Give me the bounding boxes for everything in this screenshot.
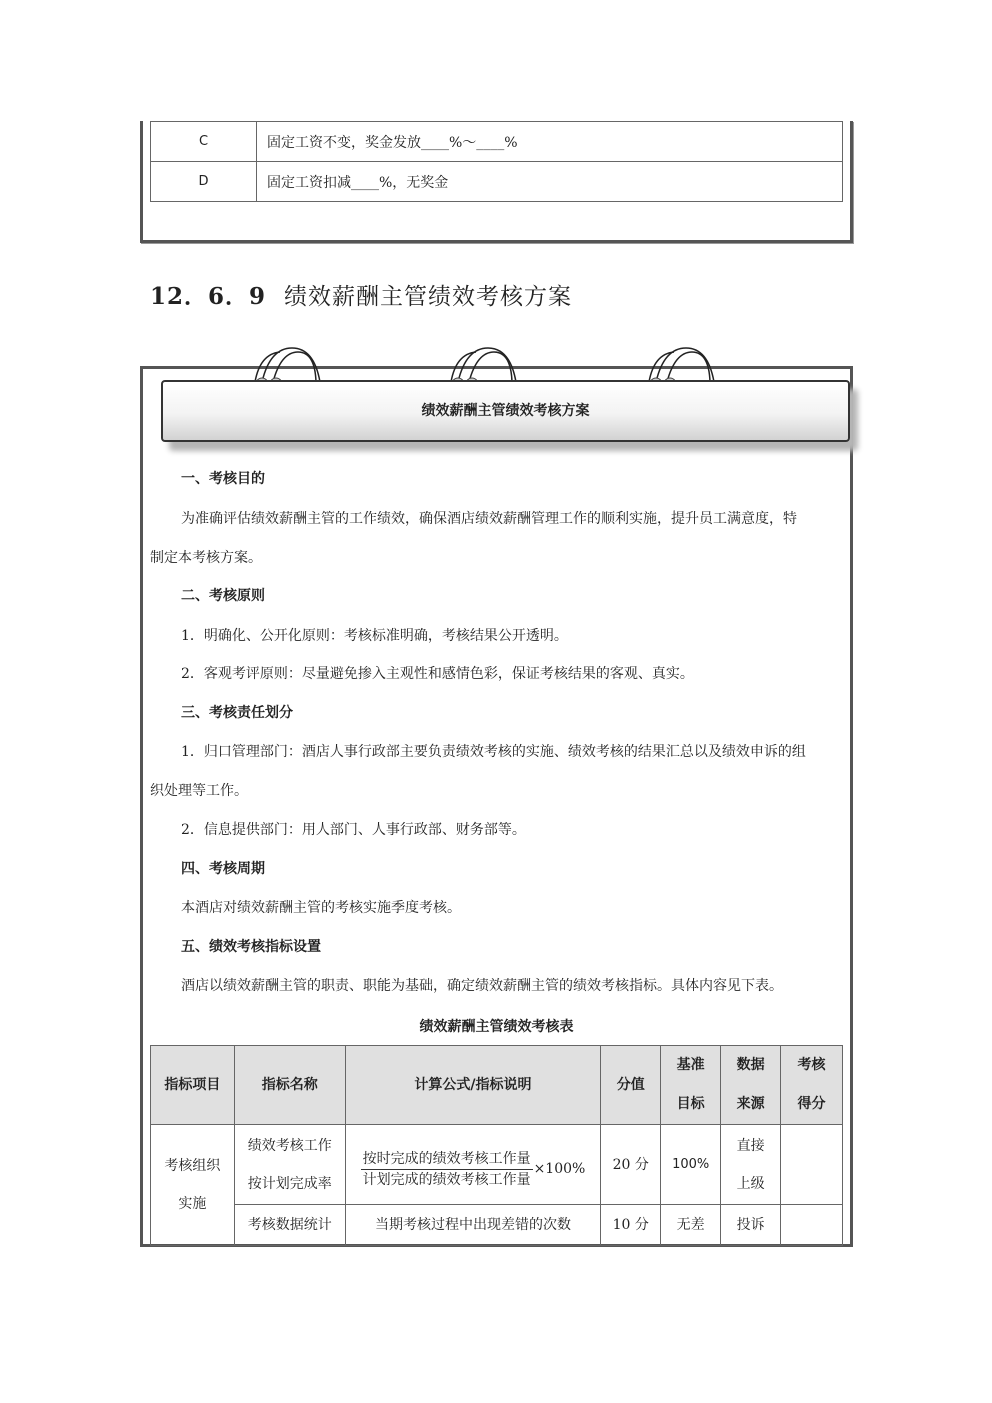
indicator-name: 考核数据统计 [234, 1205, 345, 1246]
indicator-score: 10 分 [601, 1205, 661, 1246]
indicator-source: 直接 上级 [721, 1125, 781, 1205]
indicator-source: 投诉 [721, 1205, 781, 1246]
paragraph: 2．信息提供部门：用人部门、人事行政部、财务部等。 [181, 822, 526, 838]
indicator-formula [345, 1125, 601, 1205]
formula-multiplier: ×100% [533, 1161, 586, 1177]
document-banner-title: 绩效薪酬主管绩效考核方案 [161, 380, 850, 442]
table-title: 绩效薪酬主管绩效考核表 [419, 1019, 574, 1035]
table-row [151, 1125, 843, 1205]
header-target: 基准 目标 [661, 1046, 721, 1125]
header-item: 指标项目 [151, 1046, 235, 1125]
indicator-score: 20 分 [601, 1125, 661, 1205]
section-title: 绩效薪酬主管绩效考核方案 [284, 284, 573, 310]
kpi-table [150, 1045, 843, 1246]
table-row [151, 1205, 843, 1246]
grade-cell: C [151, 122, 257, 162]
formula-denominator: 计划完成的绩效考核工作量 [362, 1171, 531, 1188]
heading-cycle: 四、考核周期 [181, 861, 265, 877]
group-cell: 考核组织 实施 [151, 1125, 235, 1246]
paragraph: 2．客观考评原则：尽量避免掺入主观性和感情色彩，保证考核结果的客观、真实。 [181, 666, 694, 682]
table-row [151, 162, 843, 202]
header-result: 考核 得分 [781, 1046, 843, 1125]
indicator-target: 无差 [661, 1205, 721, 1246]
paragraph: 1．明确化、公开化原则：考核标准明确，考核结果公开透明。 [181, 628, 568, 644]
paragraph: 1．归口管理部门：酒店人事行政部主要负责绩效考核的实施、绩效考核的结果汇总以及绩效申诉的组 [181, 744, 806, 760]
heading-purpose: 一、考核目的 [181, 471, 265, 487]
header-name: 指标名称 [234, 1046, 345, 1125]
formula-numerator: 按时完成的绩效考核工作量 [361, 1149, 533, 1170]
section-number: 12．6．9 [150, 283, 267, 310]
indicator-formula: 当期考核过程中出现差错的次数 [345, 1205, 601, 1246]
grade-description: 固定工资扣减____%，无奖金 [257, 162, 843, 202]
table-row [151, 122, 843, 162]
grade-table [150, 121, 843, 202]
header-source: 数据 来源 [721, 1046, 781, 1125]
indicator-target: 100% [661, 1125, 721, 1205]
table-header-row [151, 1046, 843, 1125]
grade-description: 固定工资不变，奖金发放____%～____% [257, 122, 843, 162]
indicator-result [781, 1125, 843, 1205]
indicator-result [781, 1205, 843, 1246]
paragraph: 织处理等工作。 [150, 783, 248, 799]
heading-indicators: 五、绩效考核指标设置 [181, 939, 321, 955]
section-heading [150, 278, 572, 311]
heading-principles: 二、考核原则 [181, 588, 265, 604]
header-score: 分值 [601, 1046, 661, 1125]
paragraph: 本酒店对绩效薪酬主管的考核实施季度考核。 [181, 900, 461, 916]
grade-cell: D [151, 162, 257, 202]
paragraph: 酒店以绩效薪酬主管的职责、职能为基础，确定绩效薪酬主管的绩效考核指标。具体内容见下表。 [181, 978, 783, 994]
paragraph: 制定本考核方案。 [150, 550, 262, 566]
heading-responsibility: 三、考核责任划分 [181, 705, 293, 721]
indicator-name: 绩效考核工作 按计划完成率 [234, 1125, 345, 1205]
header-formula: 计算公式/指标说明 [345, 1046, 601, 1125]
paragraph: 为准确评估绩效薪酬主管的工作绩效，确保酒店绩效薪酬管理工作的顺利实施，提升员工满意度，特 [181, 511, 797, 527]
